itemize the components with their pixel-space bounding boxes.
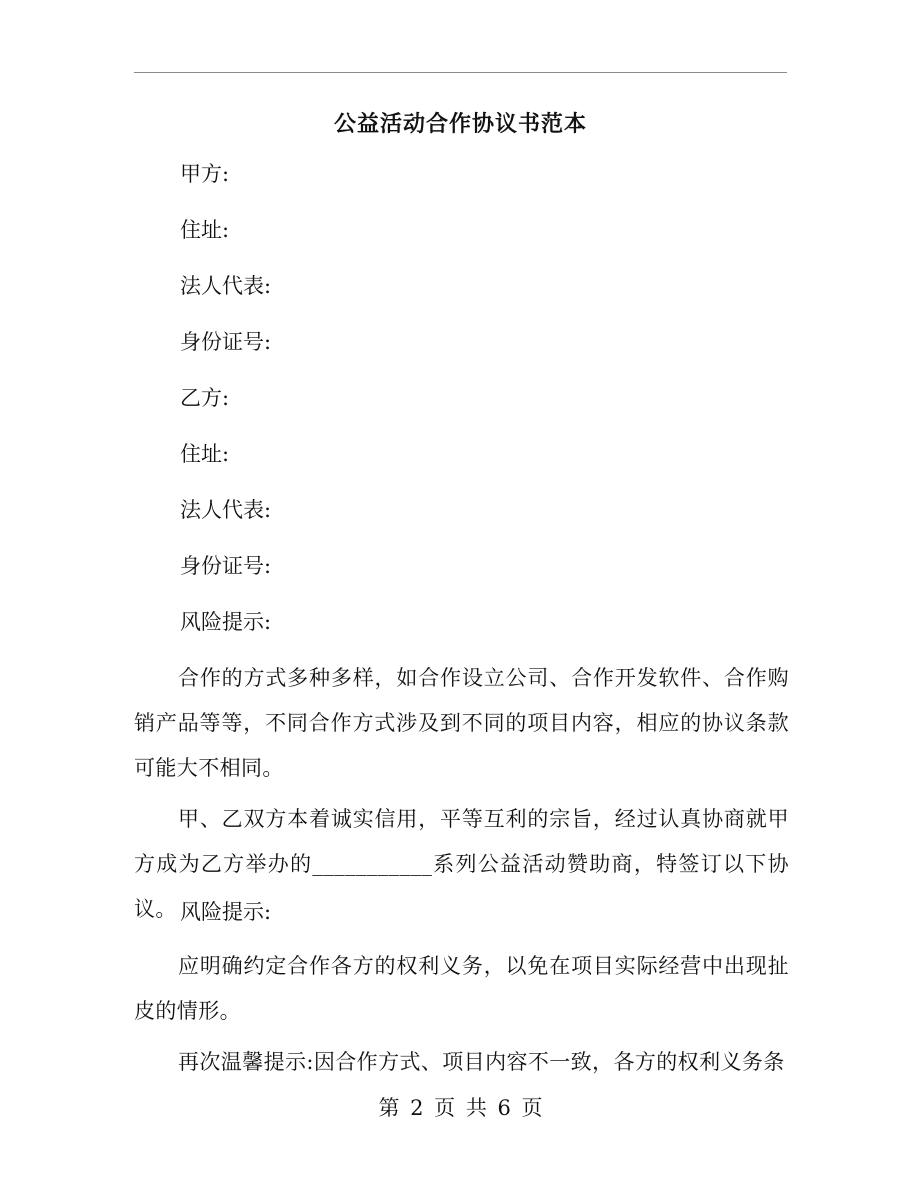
paragraph-agreement-purpose: 甲、乙双方本着诚实信用，平等互利的宗旨，经过认真协商就甲方成为乙方举办的___________系列公益活动赞助商，特签订以下协议。 xyxy=(134,807,789,921)
party-a-label: 甲方: xyxy=(180,162,230,186)
party-b-legal-rep-label: 法人代表: xyxy=(180,498,272,522)
paragraph-reminder: 再次温馨提示:因合作方式、项目内容不一致，各方的权利义务条 xyxy=(178,1050,785,1074)
party-b-address-label: 住址: xyxy=(180,442,230,466)
risk-heading-1: 风险提示: xyxy=(180,610,272,634)
header-rule xyxy=(134,72,787,73)
party-a-legal-rep-label: 法人代表: xyxy=(180,274,272,298)
party-a-address-label: 住址: xyxy=(180,218,230,242)
party-b-label: 乙方: xyxy=(180,386,230,410)
risk-heading-2: 风险提示: xyxy=(180,900,272,924)
paragraph-rights-obligations: 应明确约定合作各方的权利义务，以免在项目实际经营中出现扯皮的情形。 xyxy=(134,954,789,1023)
paragraph-cooperation-forms: 合作的方式多种多样，如合作设立公司、合作开发软件、合作购销产品等等，不同合作方式涉及到不同的项目内容，相应的协议条款可能大不相同。 xyxy=(134,666,789,780)
document-title: 公益活动合作协议书范本 xyxy=(333,111,587,137)
page-indicator: 第 2 页 共 6 页 xyxy=(378,1096,543,1120)
party-b-id-label: 身份证号: xyxy=(180,554,272,578)
party-a-id-label: 身份证号: xyxy=(180,330,272,354)
